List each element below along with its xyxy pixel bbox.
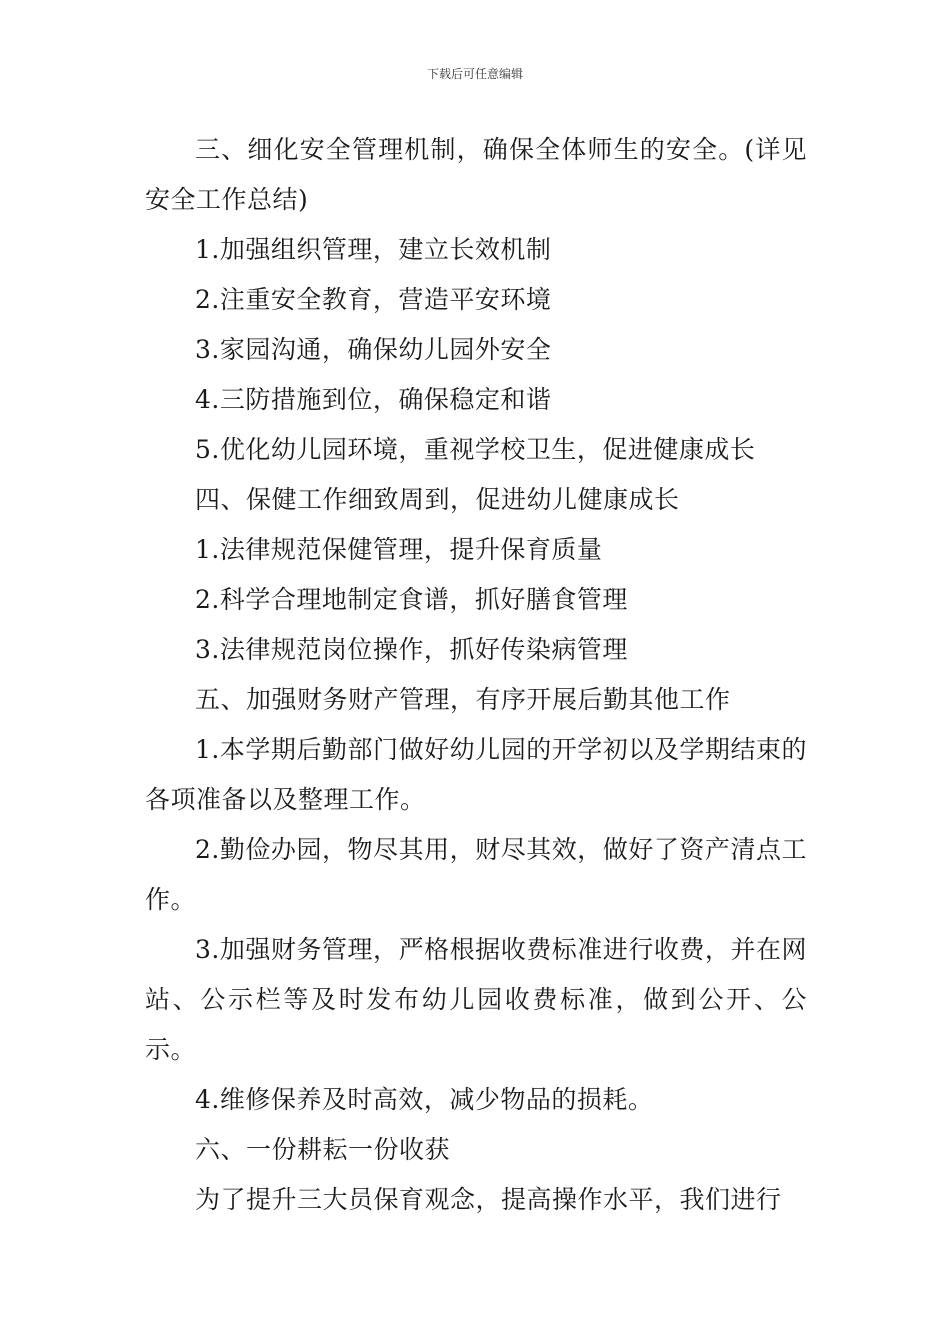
list-item: 2.勤俭办园，物尽其用，财尽其效，做好了资产清点工作。: [145, 835, 807, 914]
list-item: 2.注重安全教育，营造平安环境: [195, 285, 552, 314]
section-heading-5: 五、加强财务财产管理，有序开展后勤其他工作: [195, 685, 731, 714]
list-item: 1.法律规范保健管理，提升保育质量: [195, 535, 603, 564]
list-item: 3.家园沟通，确保幼儿园外安全: [195, 335, 552, 364]
list-item: 2.科学合理地制定食谱，抓好膳食管理: [195, 585, 628, 614]
list-item: 4.三防措施到位，确保稳定和谐: [195, 385, 552, 414]
section-heading-3: 三、细化安全管理机制，确保全体师生的安全。(详见安全工作总结): [145, 135, 807, 214]
list-item: 1.加强组织管理，建立长效机制: [195, 235, 552, 264]
list-item: 5.优化幼儿园环境，重视学校卫生，促进健康成长: [195, 435, 756, 464]
list-item: 4.维修保养及时高效，减少物品的损耗。: [195, 1085, 654, 1114]
list-item: 3.加强财务管理，严格根据收费标准进行收费，并在网站、公示栏等及时发布幼儿园收费标准，做到公开、公示。: [145, 935, 807, 1064]
section-heading-4: 四、保健工作细致周到，促进幼儿健康成长: [195, 485, 680, 514]
page-header: 下载后可任意编辑: [426, 67, 523, 81]
list-item: 3.法律规范岗位操作，抓好传染病管理: [195, 635, 628, 664]
document-body: [145, 125, 807, 1225]
list-item: 1.本学期后勤部门做好幼儿园的开学初以及学期结束的各项准备以及整理工作。: [145, 735, 807, 814]
section-heading-6: 六、一份耕耘一份收获: [195, 1135, 451, 1164]
body-paragraph: 为了提升三大员保育观念，提高操作水平，我们进行: [195, 1185, 782, 1214]
